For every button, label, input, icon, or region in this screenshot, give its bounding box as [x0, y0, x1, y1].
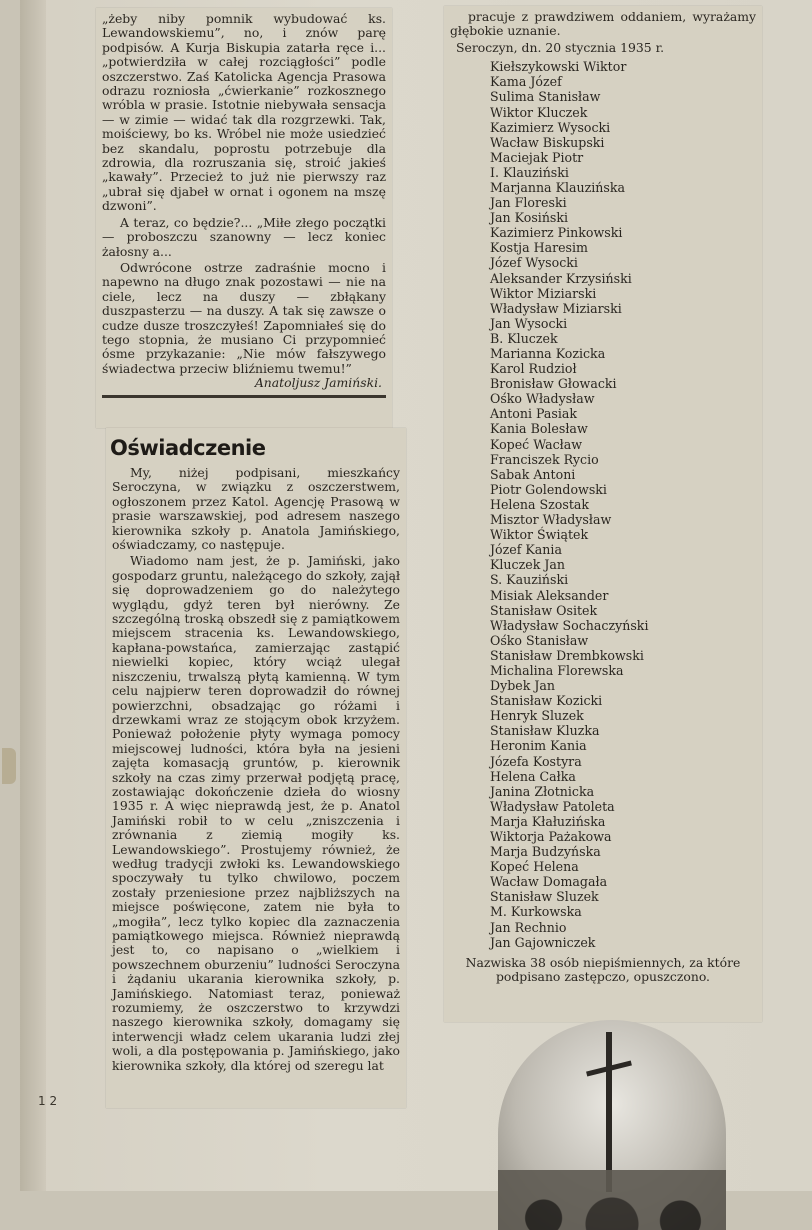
signer-name: Władysław Miziarski — [490, 300, 622, 316]
signer-name: B. Kluczek — [490, 330, 558, 346]
declaration-paragraph-2: Wiadomo nam jest, że p. Jamiński, jako gospodarz gruntu, należącego do szkoły, zajął się doprowadzeniem go do należytego wyglądu, gdyż teren był nierówny. Ze szczególną troską obszedł się z pamiątkowem miejscem stracenia ks. Lewandowskiego, kapłana-powstańca, zamierzając zastąpić niewielki kopiec, który wciąż ulegał niszczeniu, trwalszą płytą kamienną. W tym celu najpierw teren doprowadził do równej powierzchni, obsadzając go różami i drzewkami wraz ze stojącym obok krzyżem. Ponieważ położenie płyty wymaga pomocy miejscowej ludności, która była na jesieni zajęta komasacją gruntów, p. kierownik szkoły na czas zimy przerwał podjętą pracę, zostawiając dokończenie dzieła do wiosny 1935 r. A więc nieprawdą jest, że p. Anatol Jamiński robił to w celu „zniszczenia i zrównania z ziemią mogiły ks. Lewandowskiego”. Prostujemy również, że według tradycji zwłoki ks. Lewandowskiego spoczywały tu tylko chwilowo, poczem zostały przeniesione przez najbliższych na miejsce poświęcone, zatem nie była to „mogiła”, lecz tylko kopiec dla zaznaczenia pamiątkowego miejsca. Również nieprawdą jest to, co napisano o „wielkiem i powszechnem oburzeniu” ludności Seroczyna i żądaniu ukarania kierownika szkoły, p. Jamińskiego. Natomiast teraz, ponieważ rozumiemy, że oszczerstwo to krzywdzi naszego kierownika szkoły, domagamy się interwencji władz celem ukarania ludzi złej woli, a dla postępowania p. Jamińskiego, jako kierownika szkoły, dla której od szeregu lat — [112, 553, 400, 1073]
signer-name: Piotr Golendowski — [490, 481, 607, 497]
signer-name: Kazimierz Wysocki — [490, 119, 611, 135]
signer-name: M. Kurkowska — [490, 904, 582, 920]
signer-name: Helena Szostak — [490, 496, 590, 512]
signer-name: Janina Złotnicka — [490, 783, 595, 799]
signer-name: Sabak Antoni — [490, 466, 576, 482]
illiterate-note: Nazwiska 38 osób niepiśmiennych, za które podpisano zastępczo, opuszczono. — [465, 954, 741, 985]
signer-name: Ośko Władysław — [490, 391, 595, 407]
polemic-paragraph-1: „żeby niby pomnik wybudować ks. Lewandowskiemu”, no, i znów parę podpisów. A Kurja Biskupia zatarła ręce i... „potwierdziła w całej rozciągłości” podle oszczerstwo. Zaś Katolicka Agencja Prasowa odrazu rozniosła „ćwierkanie” rozkosznego wróbla w prasie. Istotnie niebywała sensacja — w zimie — widać tak dla rozgrzewki. Tak, moiściewy, bo ks. Wróbel nie może usiedzieć bez skandalu, poprostu potrzebuje dla zdrowia, dla rozruszania się, stroić jakieś „kawały”. Przecież to już nie pierwszy raz „ubrał się djabeł w ornat i ogonem na mszę dzwoni”. — [102, 11, 386, 214]
signer-list — [490, 59, 762, 950]
polemic-signature: Anatoljusz Jamiński. — [254, 375, 382, 391]
signer-name: Stanisław Ositek — [490, 602, 598, 618]
signer-name: Henryk Sluzek — [490, 708, 584, 724]
signer-name: Misztor Władysław — [490, 512, 612, 528]
signer-name: Bronisław Głowacki — [490, 376, 617, 392]
declaration-text — [106, 466, 406, 1073]
signer-name: Sulima Stanisław — [490, 89, 601, 105]
signer-name: Stanisław Sluzek — [490, 889, 599, 905]
signer-name: Kania Bolesław — [490, 421, 588, 437]
polemic-paragraph-2: A teraz, co będzie?... „Miłe złego początki — proboszczu szanowny — lecz koniec żałosny a... — [102, 214, 386, 259]
signer-name: Jan Gajowniczek — [490, 934, 596, 950]
signer-name: Wacław Biskupski — [490, 134, 605, 150]
cross-post — [606, 1032, 612, 1192]
signer-name: Kopeć Helena — [490, 859, 579, 875]
clipping-divider — [102, 395, 386, 398]
signer-name: Marja Kłałuzińska — [490, 813, 606, 829]
signer-name: Marianna Kozicka — [490, 346, 606, 361]
dateline: Seroczyn, dn. 20 stycznia 1935 r. — [456, 39, 665, 55]
declaration-conclusion: pracuje z prawdziwem oddaniem, wyrażamy głębokie uznanie. — [450, 9, 756, 39]
signer-name: Karol Rudzioł — [490, 361, 577, 377]
paper-tab — [2, 748, 16, 784]
signer-name: Stanisław Drembkowski — [490, 647, 644, 663]
signer-name: Jan Wysocki — [490, 315, 568, 331]
polemic-text — [96, 8, 392, 391]
signer-name: Wiktor Miziarski — [490, 285, 597, 301]
signer-name: Kazimierz Pinkowski — [490, 225, 623, 241]
signer-name: Franciszek Rycio — [490, 451, 599, 467]
shrubs — [498, 1170, 726, 1230]
declaration-heading: Oświadczenie — [110, 436, 266, 460]
signer-name: Józef Wysocki — [490, 255, 578, 271]
signer-name: Kopeć Wacław — [490, 436, 583, 452]
signer-name: Józef Kania — [490, 542, 562, 558]
polemic-paragraph-3: Odwrócone ostrze zadraśnie mocno i napewno na długo znak pozostawi — nie na ciele, lecz na duszy — zbłąkany duszpasterzu — na duszy. A tak się zawsze o cudze dusze troszczyłeś! Zapomniałeś się do tego stopnia, że musiano Ci przypomnieć ósme przykazanie: „Nie mów fałszywego świadectwa przeciw bliźniemu twemu!” — [102, 259, 386, 376]
margin-mark: 1 2 — [38, 1094, 58, 1108]
signer-name: Heronim Kania — [490, 738, 587, 754]
signer-name: Stanisław Kluzka — [490, 723, 600, 739]
signer-name: Władysław Sochaczyński — [490, 617, 649, 633]
clipping-polemic — [96, 8, 392, 428]
signer-name: Jan Floreski — [490, 195, 567, 211]
signer-name: Jan Rechnio — [490, 919, 567, 935]
signer-name: Dybek Jan — [490, 678, 556, 694]
signer-name: Józefa Kostyra — [490, 753, 582, 769]
binding-spine — [20, 0, 46, 1191]
signer-name: Wiktorja Pażakowa — [490, 829, 612, 844]
signer-name: Ośko Stanisław — [490, 632, 589, 648]
signer-name: Helena Całka — [490, 768, 576, 784]
signer-name: Kostja Haresim — [490, 240, 588, 256]
signer-name: Michalina Florewska — [490, 662, 624, 678]
clipping-declaration — [106, 428, 406, 1108]
signer-name: Wiktor Świątek — [490, 527, 589, 543]
signatures-header — [444, 6, 762, 55]
signer-name: Wacław Domagała — [490, 874, 608, 890]
signer-name: Misiak Aleksander — [490, 587, 609, 603]
signer-name: Wiktor Kluczek — [490, 104, 588, 120]
signer-name: Kama Józef — [490, 74, 562, 90]
signer-name: Aleksander Krzysiński — [490, 270, 632, 286]
signer-name: Stanisław Kozicki — [490, 693, 603, 709]
signer-name: Marjanna Klauzińska — [490, 179, 626, 195]
signer-name: Antoni Pasiak — [490, 406, 578, 422]
declaration-paragraph-1: My, niżej podpisani, mieszkańcy Seroczyna, w związku z oszczerstwem, ogłoszonem przez Katol. Agencję Prasową w prasie warszawskiej, pod adresem naszego kierownika szkoły p. Anatola Jamińskiego, oświadczamy, co następuje. — [112, 465, 400, 553]
signer-name: Marja Budzyńska — [490, 844, 601, 860]
signer-name: Kiełszykowski Wiktor — [490, 59, 627, 75]
clipping-signatures — [444, 6, 762, 1022]
signer-name: Maciejak Piotr — [490, 149, 584, 165]
signer-name: Kluczek Jan — [490, 557, 565, 573]
signer-name: S. Kauziński — [490, 572, 569, 588]
signer-name: Jan Kosiński — [490, 210, 569, 226]
signer-name: I. Klauziński — [490, 164, 569, 180]
signer-name: Władysław Patoleta — [490, 798, 615, 814]
